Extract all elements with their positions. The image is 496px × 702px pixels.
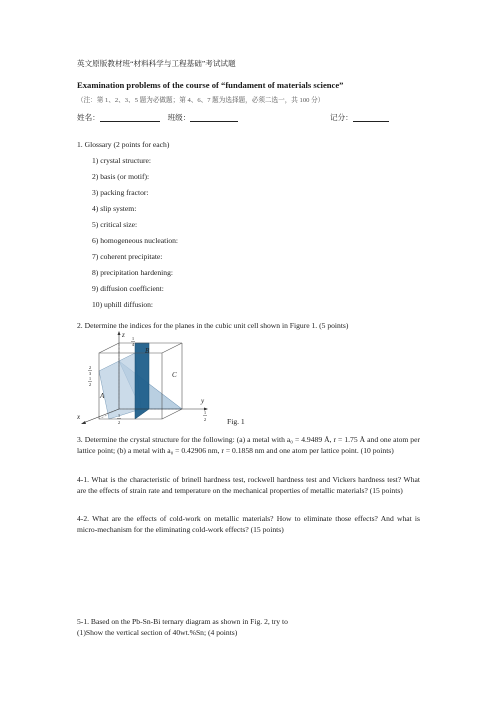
q4-1-text: 4-1. What is the characteristic of brinell hardness test, rockwell hardness test and Vickers hardness test? What are the effects of strain rate and temperature on the mechanical properties of metallic materials? (15 points) — [77, 475, 420, 495]
fraction-denominator: 2 — [88, 382, 92, 387]
glossary-item: 7) coherent precipitate: — [92, 252, 163, 261]
glossary-item: 2) basis (or motif): — [92, 172, 150, 181]
fraction-numerator: 2 — [88, 365, 92, 370]
z-axis-label: z — [122, 331, 125, 339]
score-field[interactable] — [353, 113, 389, 122]
q5-line2: (1)Show the vertical section of 40wt.%Sn; (4 points) — [77, 628, 238, 637]
glossary-item: 5) critical size: — [92, 220, 138, 229]
fraction-numerator: 1 — [88, 376, 92, 381]
plane-c-label: C — [172, 371, 177, 379]
fraction-numerator: 1 — [117, 413, 121, 418]
fraction-denominator: 4 — [131, 342, 135, 347]
student-info-row — [77, 113, 238, 122]
q4-2-text: 4-2. What are the effects of cold-work on metallic materials? How to eliminate those effects? And what is micro-mechanism for the eliminating cold-work effects? (15 points) — [77, 514, 420, 534]
en-title: Examination problems of the course of “fundament of materials science” — [77, 80, 344, 90]
q2-text: 2. Determine the indices for the planes in the cubic unit cell shown in Figure 1. (5 points) — [77, 321, 349, 330]
glossary-item: 3) packing fractor: — [92, 188, 149, 197]
glossary-item: 1) crystal structure: — [92, 156, 152, 165]
fraction-denominator: 2 — [203, 417, 207, 422]
x-axis-label: x — [77, 413, 81, 421]
fraction-denominator: 3 — [88, 371, 92, 376]
instruction-note: （注：第 1、2、3、5 题为必做题；第 4、6、7 题为选择题，必须二选一，共 100 分） — [77, 97, 325, 104]
q3-text: 3. Determine the crystal structure for the following: (a) a metal with a₀ = 4.9489 Å, r = 1.75 Å and one atom per lattice point; (b) a metal with a₀ = 0.42906 nm, r = 0.1858 nm and one atom per lattice point. (10 points) — [77, 435, 420, 455]
score-label: 记分： — [330, 113, 353, 122]
class-field[interactable] — [190, 113, 238, 122]
q1-heading: 1. Glossary (2 points for each) — [77, 140, 170, 149]
glossary-item: 10) uphill diffusion: — [92, 300, 154, 309]
glossary-item: 8) precipitation hardening: — [92, 268, 173, 277]
unit-cell-figure — [77, 331, 217, 425]
name-field[interactable] — [100, 113, 160, 122]
q5-line1: 5-1. Based on the Pb-Sn-Bi ternary diagram as shown in Fig. 2, try to — [77, 617, 288, 626]
plane-b-label: B — [145, 347, 150, 355]
glossary-item: 6) homogeneous nucleation: — [92, 236, 179, 245]
plane-a-label: A — [100, 392, 105, 400]
glossary-item: 9) diffusion coefficient: — [92, 284, 164, 293]
fraction-denominator: 2 — [117, 420, 121, 425]
fraction-numerator: 1 — [131, 336, 135, 341]
name-label: 姓名： — [77, 113, 100, 122]
glossary-item: 4) slip system: — [92, 204, 137, 213]
fraction-numerator: 1 — [203, 410, 207, 415]
score-block — [330, 113, 389, 122]
figure-caption: Fig. 1 — [227, 417, 245, 426]
y-axis-label: y — [201, 397, 205, 405]
cn-title: 英文原版教材班“材料科学与工程基础”考试试题 — [77, 59, 236, 68]
class-label: 班级： — [167, 113, 191, 122]
